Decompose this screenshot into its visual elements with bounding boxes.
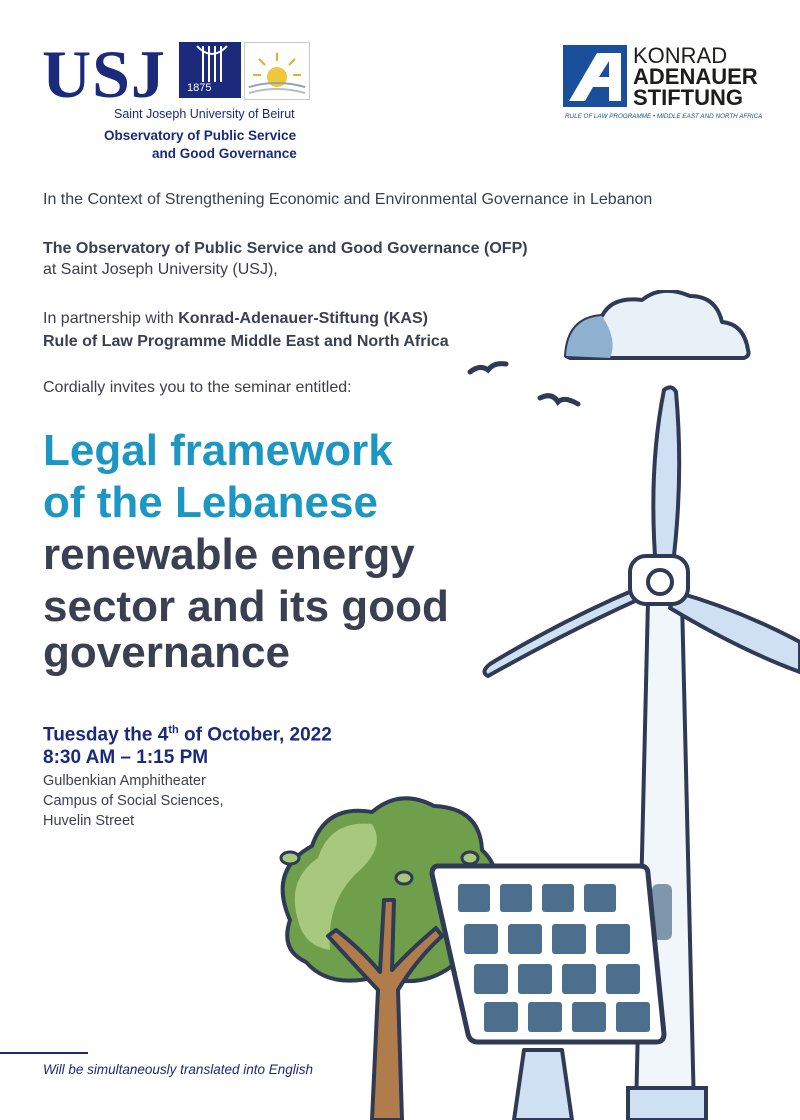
usj-emblem xyxy=(179,42,241,98)
sun-icon xyxy=(245,43,309,99)
kas-line2: ADENAUER xyxy=(633,64,758,89)
usj-logo xyxy=(42,36,312,165)
translation-note: Will be simultaneously translated into English xyxy=(43,1062,314,1077)
event-date-ordinal: th xyxy=(168,724,179,736)
seminar-title-line4: sector and its good xyxy=(43,582,449,631)
solar-panel-icon xyxy=(432,866,664,1120)
kas-logo xyxy=(563,45,773,125)
usj-observatory-line1: Observatory of Public Service xyxy=(104,128,297,143)
organizer-name: The Observatory of Public Service and Good Governance (OFP) xyxy=(43,240,528,257)
footer-rule xyxy=(0,1052,88,1054)
partnership-prefix: In partnership with xyxy=(43,310,179,327)
partnership-line xyxy=(43,308,428,329)
bird-icon xyxy=(470,364,506,372)
partner-name: Konrad-Adenauer-Stiftung (KAS) xyxy=(178,310,428,327)
cloud-icon xyxy=(566,291,749,358)
tree-and-solar-illustration xyxy=(260,790,800,1120)
venue-line3: Huvelin Street xyxy=(43,813,135,829)
venue-line1: Gulbenkian Amphitheater xyxy=(43,773,206,789)
usj-university-name: Saint Joseph University of Beirut xyxy=(114,107,295,121)
venue-line2: Campus of Social Sciences, xyxy=(43,793,224,809)
event-date-prefix: Tuesday the 4 xyxy=(43,724,169,746)
seminar-title-line5: governance xyxy=(43,628,290,677)
sun-emblem xyxy=(244,42,310,100)
context-line: In the Context of Strengthening Economic and Environmental Governance in Lebanon xyxy=(43,191,653,208)
usj-year: 1875 xyxy=(187,82,212,94)
seminar-title-line2: of the Lebanese xyxy=(43,478,378,527)
kas-mark-icon xyxy=(563,45,627,107)
event-time: 8:30 AM – 1:15 PM xyxy=(43,747,209,768)
kas-tagline: RULE OF LAW PROGRAMME • MIDDLE EAST AND NORTH AFRICA xyxy=(565,113,763,120)
kas-line3: STIFTUNG xyxy=(633,85,743,110)
event-date xyxy=(43,717,332,748)
usj-observatory-line2: and Good Governance xyxy=(152,146,297,161)
usj-wordmark: USJ xyxy=(42,36,166,112)
bird-icon xyxy=(540,396,578,404)
kas-line1: KONRAD xyxy=(633,43,728,68)
seminar-title-line3: renewable energy xyxy=(43,530,415,579)
organizer-affiliation: at Saint Joseph University (USJ), xyxy=(43,261,278,278)
event-date-rest: of October, 2022 xyxy=(178,724,332,746)
invitation-line: Cordially invites you to the seminar entitled: xyxy=(43,379,352,396)
programme-name: Rule of Law Programme Middle East and North Africa xyxy=(43,333,449,350)
seminar-title-line1: Legal framework xyxy=(43,426,393,475)
